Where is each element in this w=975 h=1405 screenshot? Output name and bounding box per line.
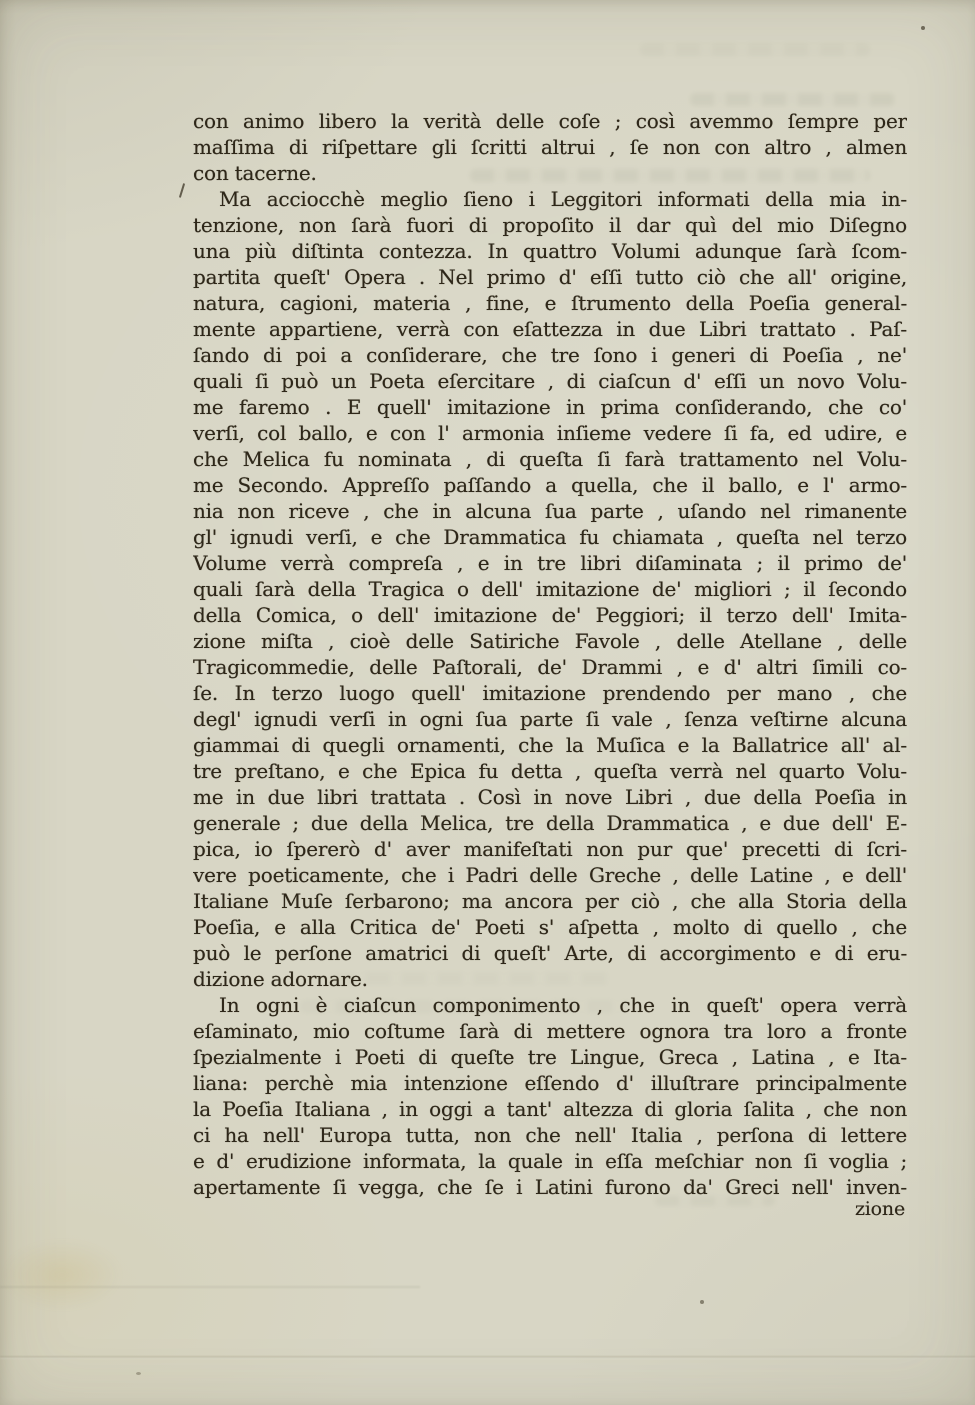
text-line: partita queſt' Opera . Nel primo d' eſſi tutto ciò che all' origine, [193, 265, 907, 289]
paper-crease [0, 1356, 975, 1359]
text-line: la Poeſia Italiana , in oggi a tant' altezza di gloria ſalita , che non [193, 1097, 907, 1121]
text-line: nia non riceve , che in alcuna ſua parte , uſando nel rimanente [193, 499, 907, 523]
text-line: ſe. In terzo luogo quell' imitazione prendendo per mano , che [193, 681, 907, 705]
text-line: generale ; due della Melica, tre della Drammatica , e due dell' E- [193, 811, 907, 835]
text-line: e d' erudizione informata, la quale in eſſa meſchiar non ſi voglia ; [193, 1149, 907, 1173]
text-line: pica, io ſpererò d' aver manifeſtati non pur que' precetti di ſcri- [193, 837, 907, 861]
text-line: Poeſia, e alla Critica de' Poeti s' aſpetta , molto di quello , che [193, 915, 907, 939]
text-line: me in due libri trattata . Così in nove Libri , due della Poeſia in [193, 785, 907, 809]
ink-speck [921, 26, 925, 30]
text-line: natura, cagioni, materia , fine, e ſtrumento della Poeſia general- [193, 291, 907, 315]
text-line: me faremo . E quell' imitazione in prima conſiderando, che co' [193, 395, 907, 419]
show-through-ghost [640, 43, 870, 56]
text-line: tenzione, non ſarà fuori di propoſito il dar quì del mio Diſegno [193, 213, 907, 237]
text-line: maſſima di riſpettare gli ſcritti altrui , ſe non con altro , almen [193, 135, 907, 159]
text-line: giammai di quegli ornamenti, che la Muſica e la Ballatrice all' al- [193, 733, 907, 757]
text-line: verſi, col ballo, e con l' armonia inſieme vedere ſi fa, ed udire, e [193, 421, 907, 445]
text-line: quali ſi può un Poeta eſercitare , di ciaſcun d' eſſi un novo Volu- [193, 369, 907, 393]
text-line: tre preſtano, e che Epica fu detta , queſta verrà nel quarto Volu- [193, 759, 907, 783]
text-line: degl' ignudi verſi in ogni ſua parte ſi vale , ſenza veſtirne alcuna [193, 707, 907, 731]
text-line: gl' ignudi verſi, e che Drammatica fu chiamata , queſta nel terzo [193, 525, 907, 549]
text-line: Tragicommedie, delle Paſtorali, de' Drammi , e d' altri ſimili co- [193, 655, 907, 679]
ink-speck [700, 1300, 704, 1304]
text-line: In ogni è ciaſcun componimento , che in queſt' opera verrà [219, 993, 907, 1017]
stray-ink-mark [179, 183, 185, 198]
text-line: Volume verrà compreſa , e in tre libri diſaminata ; il primo de' [193, 551, 907, 575]
paper-stain [2, 1240, 122, 1310]
text-line: ci ha nell' Europa tutta, non che nell' Italia , perſona di lettere [193, 1123, 907, 1147]
ink-speck [136, 1372, 141, 1375]
text-line: della Comica, o dell' imitazione de' Peggiori; il terzo dell' Imita- [193, 603, 907, 627]
text-line: una più diſtinta contezza. In quattro Volumi adunque ſarà ſcom- [193, 239, 907, 263]
text-line: può le perſone amatrici di queſt' Arte, di accorgimento e di eru- [193, 941, 907, 965]
text-line: ſando di poi a conſiderare, che tre ſono i generi di Poeſia , ne' [193, 343, 907, 367]
text-line: che Melica fu nominata , di queſta ſi farà trattamento nel Volu- [193, 447, 907, 471]
text-line: vere poeticamente, che i Padri delle Greche , delle Latine , e dell' [193, 863, 907, 887]
catchword: zione [854, 1198, 905, 1220]
text-line: mente appartiene, verrà con eſattezza in due Libri trattato . Paſ- [193, 317, 907, 341]
text-line: Ma acciocchè meglio ſieno i Leggitori informati della mia in- [219, 187, 907, 211]
text-line: eſaminato, mio coſtume ſarà di mettere ognora tra loro a fronte [193, 1019, 907, 1043]
catchword-row [193, 1196, 907, 1222]
text-line: con animo libero la verità delle coſe ; così avemmo ſempre per [193, 109, 907, 133]
text-line: apertamente ſi vegga, che ſe i Latini furono da' Greci nell' inven- [193, 1175, 907, 1199]
text-block [193, 108, 907, 1200]
show-through-ghost [690, 93, 895, 106]
text-line: Italiane Muſe ſerbarono; ma ancora per ciò , che alla Storia della [193, 889, 907, 913]
text-line: dizione adornare. [193, 967, 368, 991]
text-line: con tacerne. [193, 161, 317, 185]
text-line: me Secondo. Appreſſo paſſando a quella, che il ballo, e l' armo- [193, 473, 907, 497]
text-line: quali ſarà della Tragica o dell' imitazione de' migliori ; il ſecondo [193, 577, 907, 601]
text-line: liana: perchè mia intenzione eſſendo d' illuſtrare principalmente [193, 1071, 907, 1095]
text-line: zione miſta , cioè delle Satiriche Favole , delle Atellane , delle [193, 629, 907, 653]
text-line: ſpezialmente i Poeti di queſte tre Lingue, Greca , Latina , e Ita- [193, 1045, 907, 1069]
